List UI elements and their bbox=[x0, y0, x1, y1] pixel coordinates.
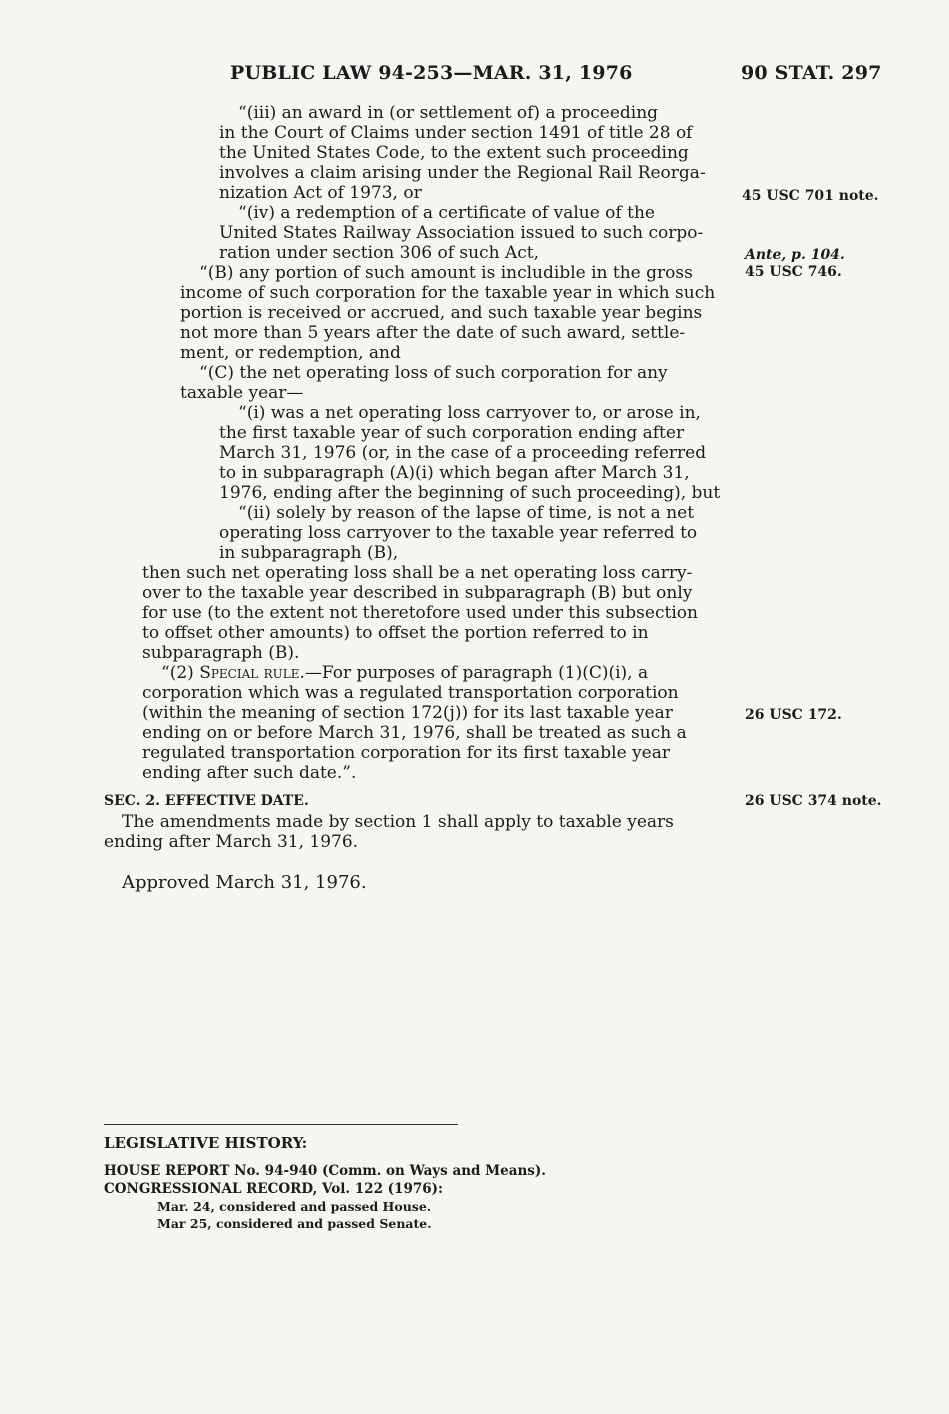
text-line: ending on or before March 31, 1976, shall be treated as such a bbox=[142, 723, 687, 743]
text-line: for use (to the extent not theretofore used under this subsection bbox=[142, 603, 698, 623]
section-2-text: ending after March 31, 1976. bbox=[104, 832, 359, 852]
footnote-rule bbox=[104, 1124, 458, 1125]
running-head-title: PUBLIC LAW 94-253—MAR. 31, 1976 bbox=[230, 62, 633, 84]
text-line: over to the taxable year described in subparagraph (B) but only bbox=[142, 583, 693, 603]
text-line: involves a claim arising under the Regional Rail Reorga- bbox=[219, 163, 706, 183]
text-line: nization Act of 1973, or bbox=[219, 183, 422, 203]
margin-citation: 45 USC 746. bbox=[745, 264, 842, 280]
text-line: “(i) was a net operating loss carryover to, or arose in, bbox=[238, 403, 701, 423]
text-line: the first taxable year of such corporation ending after bbox=[219, 423, 685, 443]
text-line: taxable year— bbox=[180, 383, 304, 403]
special-rule-line bbox=[161, 663, 648, 683]
text-line: income of such corporation for the taxable year in which such bbox=[180, 283, 716, 303]
section-2-text: The amendments made by section 1 shall apply to taxable years bbox=[122, 812, 674, 832]
section-2-heading: SEC. 2. EFFECTIVE DATE. bbox=[104, 793, 309, 809]
text-line: “(iii) an award in (or settlement of) a proceeding bbox=[238, 103, 659, 123]
margin-citation: Ante, p. 104. bbox=[745, 247, 845, 263]
text-line: ment, or redemption, and bbox=[180, 343, 401, 363]
text-line: 1976, ending after the beginning of such proceeding), but bbox=[219, 483, 721, 503]
text-line: operating loss carryover to the taxable year referred to bbox=[219, 523, 698, 543]
text-line: regulated transportation corporation for its first taxable year bbox=[142, 743, 670, 763]
history-entry: Mar 25, considered and passed Senate. bbox=[157, 1216, 432, 1231]
text-line: ration under section 306 of such Act, bbox=[219, 243, 540, 263]
text-line: in the Court of Claims under section 1491 of title 28 of bbox=[219, 123, 693, 143]
legislative-history-title: LEGISLATIVE HISTORY: bbox=[104, 1134, 308, 1152]
special-rule-heading: Special rule bbox=[199, 663, 300, 683]
text-line: to in subparagraph (A)(i) which began after March 31, bbox=[219, 463, 690, 483]
text-line: in subparagraph (B), bbox=[219, 543, 399, 563]
text-line: “(B) any portion of such amount is includible in the gross bbox=[199, 263, 693, 283]
approval-date: Approved March 31, 1976. bbox=[122, 872, 367, 893]
text-line: United States Railway Association issued to such corpo- bbox=[219, 223, 704, 243]
text-line: the United States Code, to the extent such proceeding bbox=[219, 143, 689, 163]
text-line: (within the meaning of section 172(j)) for its last taxable year bbox=[142, 703, 673, 723]
text-line: not more than 5 years after the date of such award, settle- bbox=[180, 323, 686, 343]
house-report: HOUSE REPORT No. 94-940 (Comm. on Ways and Means). bbox=[104, 1163, 546, 1179]
history-entry: Mar. 24, considered and passed House. bbox=[157, 1199, 432, 1214]
text-line: portion is received or accrued, and such taxable year begins bbox=[180, 303, 703, 323]
congressional-record: CONGRESSIONAL RECORD, Vol. 122 (1976): bbox=[104, 1181, 444, 1197]
text-line: corporation which was a regulated transportation corporation bbox=[142, 683, 679, 703]
paragraph-number: “(2) bbox=[161, 663, 200, 683]
text-line: “(iv) a redemption of a certificate of value of the bbox=[238, 203, 655, 223]
statute-page-number: 90 STAT. 297 bbox=[741, 62, 882, 84]
special-rule-text: .—For purposes of paragraph (1)(C)(i), a bbox=[299, 663, 649, 683]
text-line: then such net operating loss shall be a net operating loss carry- bbox=[142, 563, 693, 583]
margin-citation: 26 USC 374 note. bbox=[745, 793, 882, 809]
text-line: ending after such date.”. bbox=[142, 763, 357, 783]
text-line: “(C) the net operating loss of such corporation for any bbox=[199, 363, 668, 383]
margin-citation: 45 USC 701 note. bbox=[742, 188, 879, 204]
text-line: to offset other amounts) to offset the portion referred to in bbox=[142, 623, 649, 643]
margin-citation: 26 USC 172. bbox=[745, 707, 842, 723]
text-line: subparagraph (B). bbox=[142, 643, 300, 663]
text-line: March 31, 1976 (or, in the case of a proceeding referred bbox=[219, 443, 707, 463]
text-line: “(ii) solely by reason of the lapse of time, is not a net bbox=[238, 503, 695, 523]
